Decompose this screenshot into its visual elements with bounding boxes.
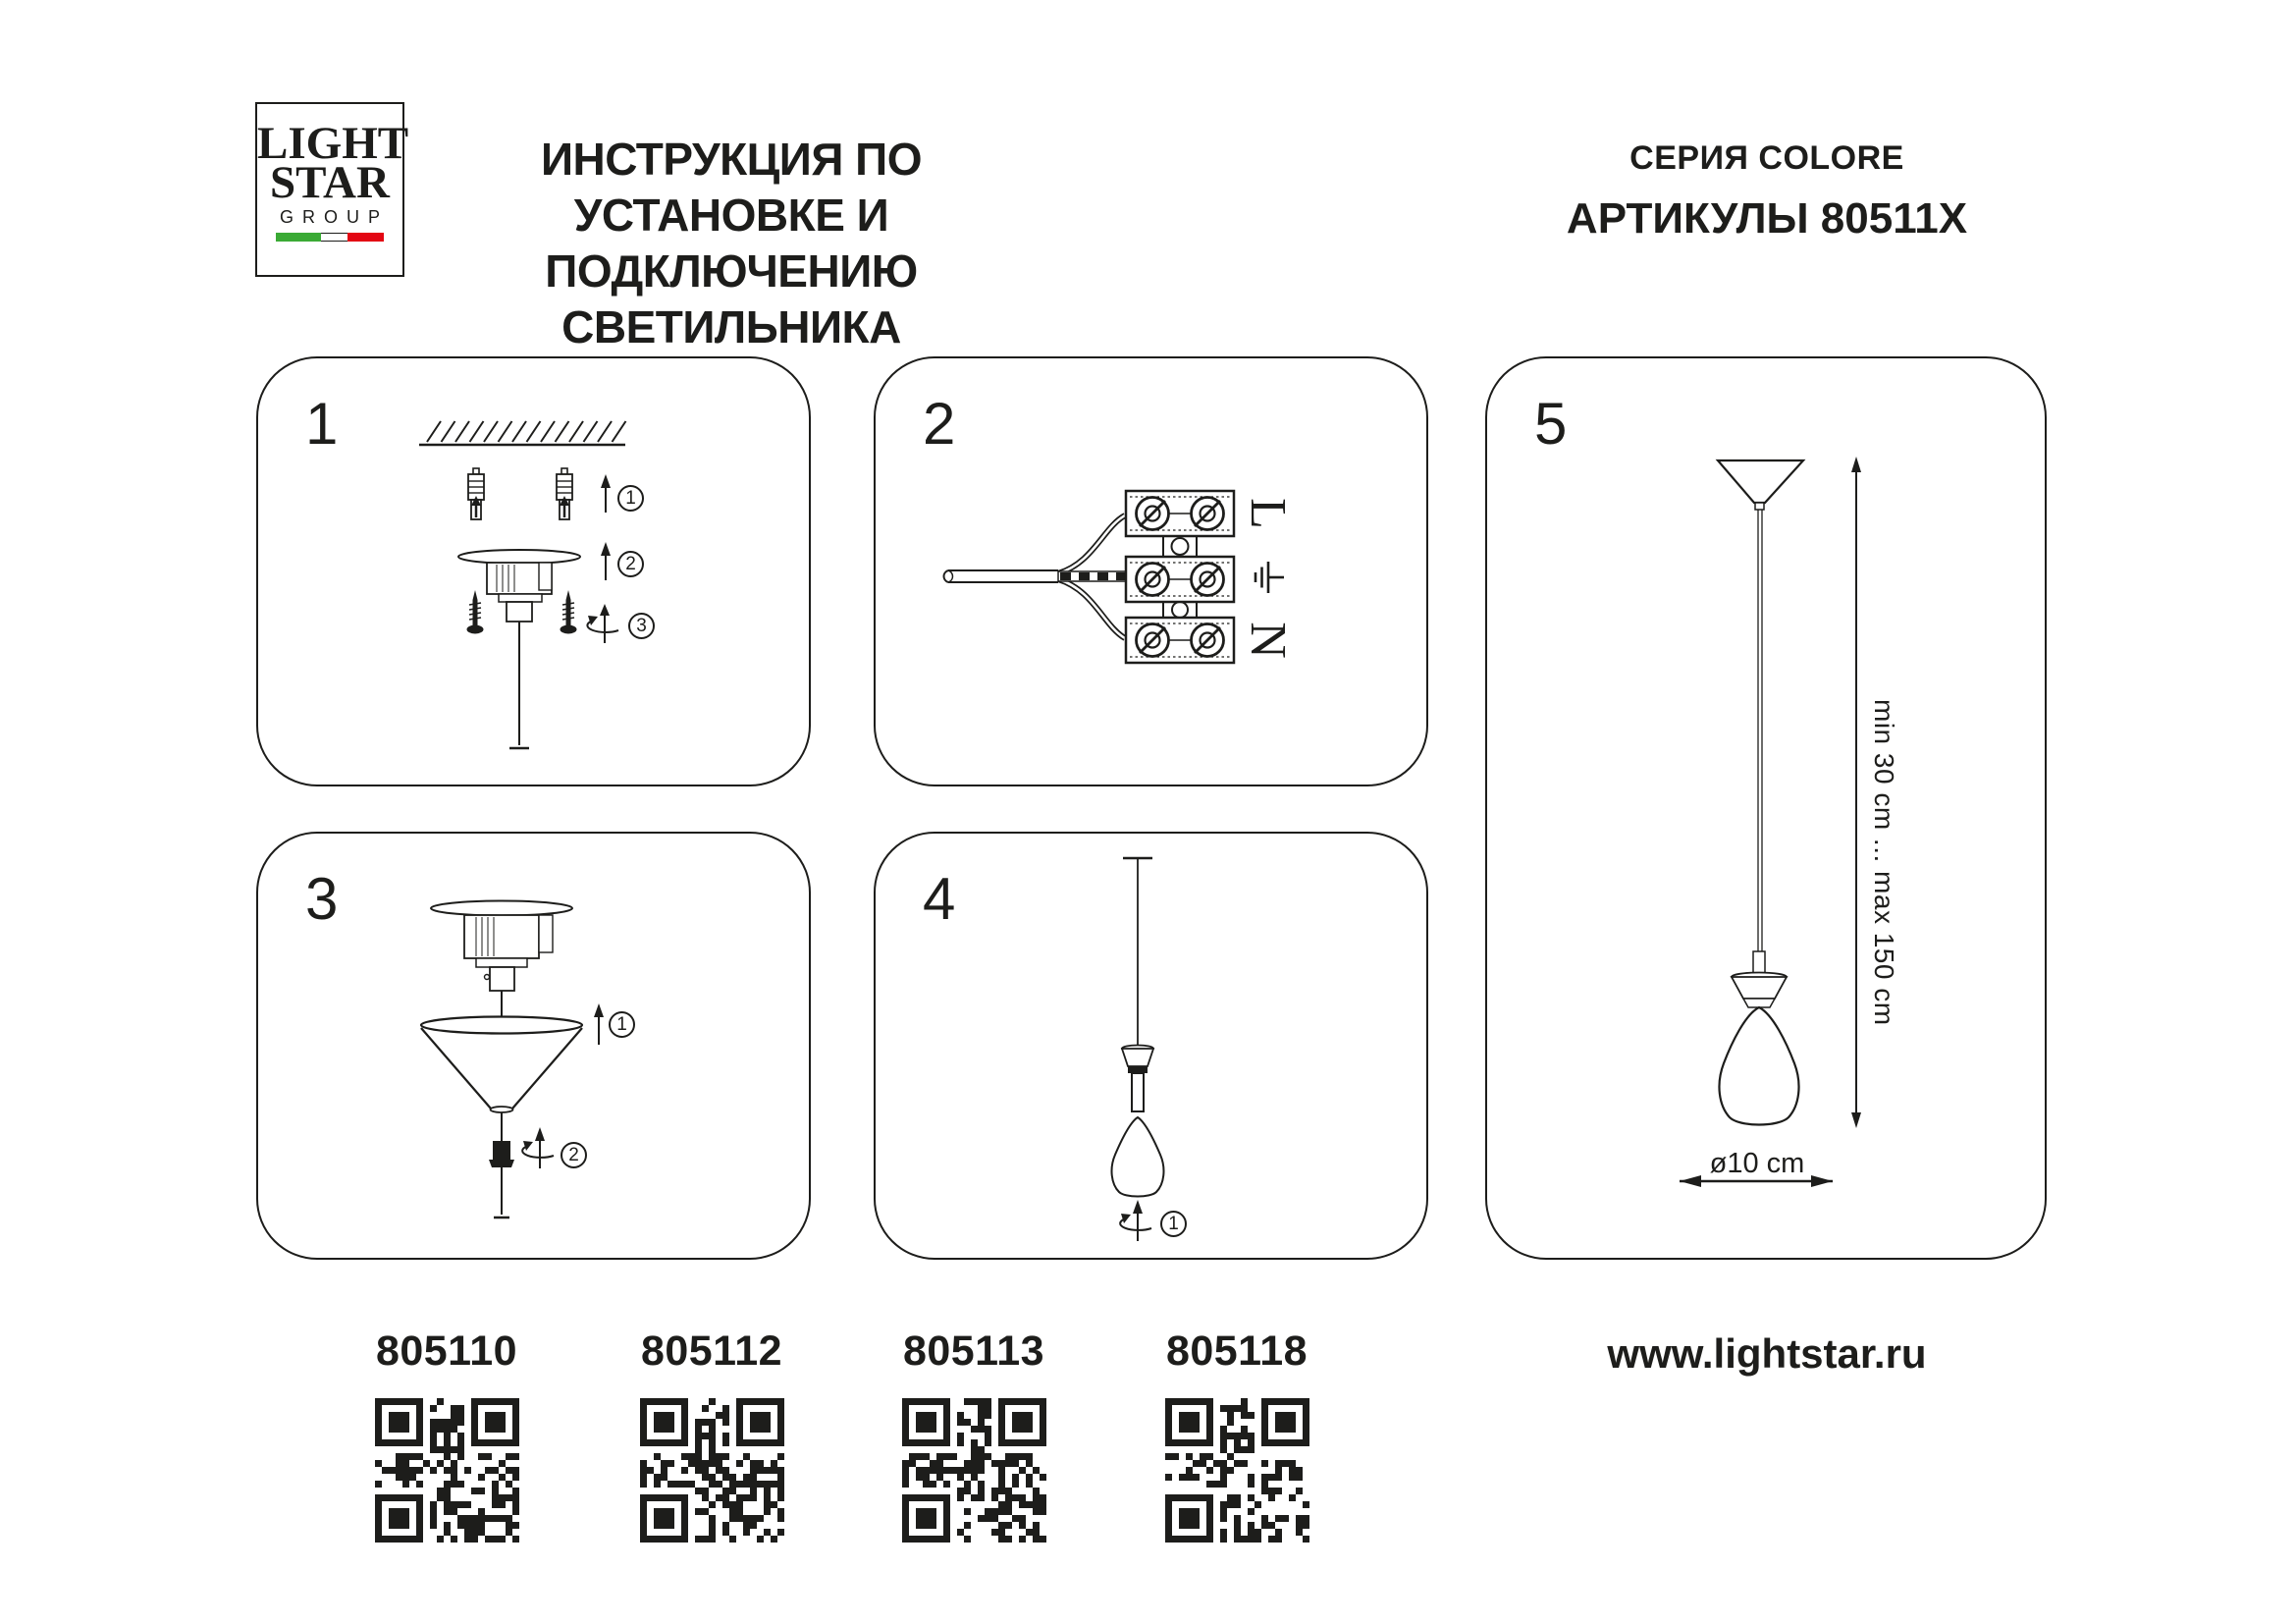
- article-code: 805113: [902, 1327, 1045, 1375]
- rotate-icon: [1120, 1200, 1151, 1241]
- website-url: www.lightstar.ru: [1607, 1330, 1927, 1377]
- wall-plug-icon: [468, 468, 484, 519]
- step-badge: 2: [561, 1142, 587, 1168]
- screw-icon: [561, 590, 577, 634]
- height-dimension-label: min 30 cm ... max 150 cm: [1869, 699, 1899, 1026]
- panel-step-4: [874, 832, 1428, 1260]
- panel-step-2: [874, 356, 1428, 786]
- qr-code: [902, 1398, 1046, 1543]
- panel-4-drawing: [876, 834, 1425, 1257]
- panel-2-drawing: [876, 358, 1425, 784]
- panel-1-number: 1: [305, 391, 339, 457]
- wire-ground: [1058, 571, 1126, 581]
- rotate-icon: [587, 604, 618, 643]
- panel-step-1: [256, 356, 811, 786]
- panel-step-3: [256, 832, 811, 1260]
- page-title: [422, 132, 1041, 355]
- italy-flag-icon: [276, 233, 384, 242]
- panel-5-number: 5: [1534, 391, 1568, 457]
- pendant-shade: [1112, 1117, 1164, 1197]
- screw-icon: [467, 590, 484, 634]
- pendant-shade: [1719, 1007, 1798, 1125]
- logo-light: LIGHT: [257, 118, 409, 169]
- wall-plug-icon: [557, 468, 572, 519]
- article-code: 805118: [1165, 1327, 1308, 1375]
- terminal-block: [1126, 491, 1234, 536]
- article-code: 805110: [375, 1327, 518, 1375]
- label-live: L: [1240, 498, 1297, 529]
- panel-3-number: 3: [305, 866, 339, 932]
- suspension-cord: [1758, 510, 1762, 951]
- qr-code: [1165, 1398, 1309, 1543]
- mounting-plate: [458, 550, 580, 748]
- cord-connector: [1753, 951, 1765, 975]
- lamp-holder: [1122, 1046, 1153, 1112]
- ground-symbol-icon: [1255, 562, 1284, 593]
- qr-code: [375, 1398, 519, 1543]
- ceiling-cone: [1718, 460, 1803, 510]
- cone-shade: [421, 1017, 582, 1113]
- terminal-block: [1126, 557, 1234, 602]
- articles-label: АРТИКУЛЫ 80511X: [1566, 194, 1968, 243]
- step-badge: 1: [609, 1011, 635, 1038]
- logo-star: STAR: [270, 157, 390, 208]
- up-arrow-icon: [594, 1003, 604, 1045]
- title-line-2: ПОДКЛЮЧЕНИЮ СВЕТИЛЬНИКА: [545, 245, 918, 352]
- wire-neutral: [1058, 579, 1125, 638]
- dimension-arrow-vertical: [1851, 457, 1861, 1128]
- series-label: СЕРИЯ COLORE: [1629, 139, 1904, 177]
- panel-2-number: 2: [923, 391, 956, 457]
- mounting-plate: [431, 901, 572, 992]
- lamp-holder: [1732, 973, 1787, 1008]
- series-block: [1561, 139, 1973, 244]
- strain-relief-nut: [489, 1141, 514, 1167]
- title-line-1: ИНСТРУКЦИЯ ПО УСТАНОВКЕ И: [540, 134, 923, 241]
- article-code: 805112: [640, 1327, 783, 1375]
- logo-group: GROUP: [279, 207, 389, 227]
- flag-green: [276, 233, 321, 242]
- lightstar-logo: [255, 102, 409, 277]
- up-arrow-icon: [601, 542, 611, 580]
- diameter-dimension-label: ø10 cm: [1709, 1148, 1805, 1179]
- rotate-icon: [522, 1127, 554, 1168]
- panel-4-number: 4: [923, 866, 956, 932]
- panel-1-drawing: [258, 358, 808, 784]
- qr-code: [640, 1398, 784, 1543]
- step-badge: 3: [628, 613, 655, 639]
- step-badge: 1: [617, 485, 644, 512]
- terminal-block: [1126, 618, 1234, 663]
- step-badge: 1: [1160, 1211, 1187, 1237]
- power-cable: [944, 570, 1059, 582]
- flag-red: [347, 233, 384, 242]
- up-arrow-icon: [601, 474, 611, 513]
- flag-white: [321, 233, 347, 242]
- panel-5-drawing: [1487, 358, 2044, 1257]
- label-neutral: N: [1240, 622, 1297, 659]
- panel-dimensions: [1485, 356, 2047, 1260]
- wire-live: [1058, 515, 1125, 573]
- ceiling-hatch-icon: [419, 421, 626, 445]
- step-badge: 2: [617, 551, 644, 577]
- panel-3-drawing: [258, 834, 808, 1257]
